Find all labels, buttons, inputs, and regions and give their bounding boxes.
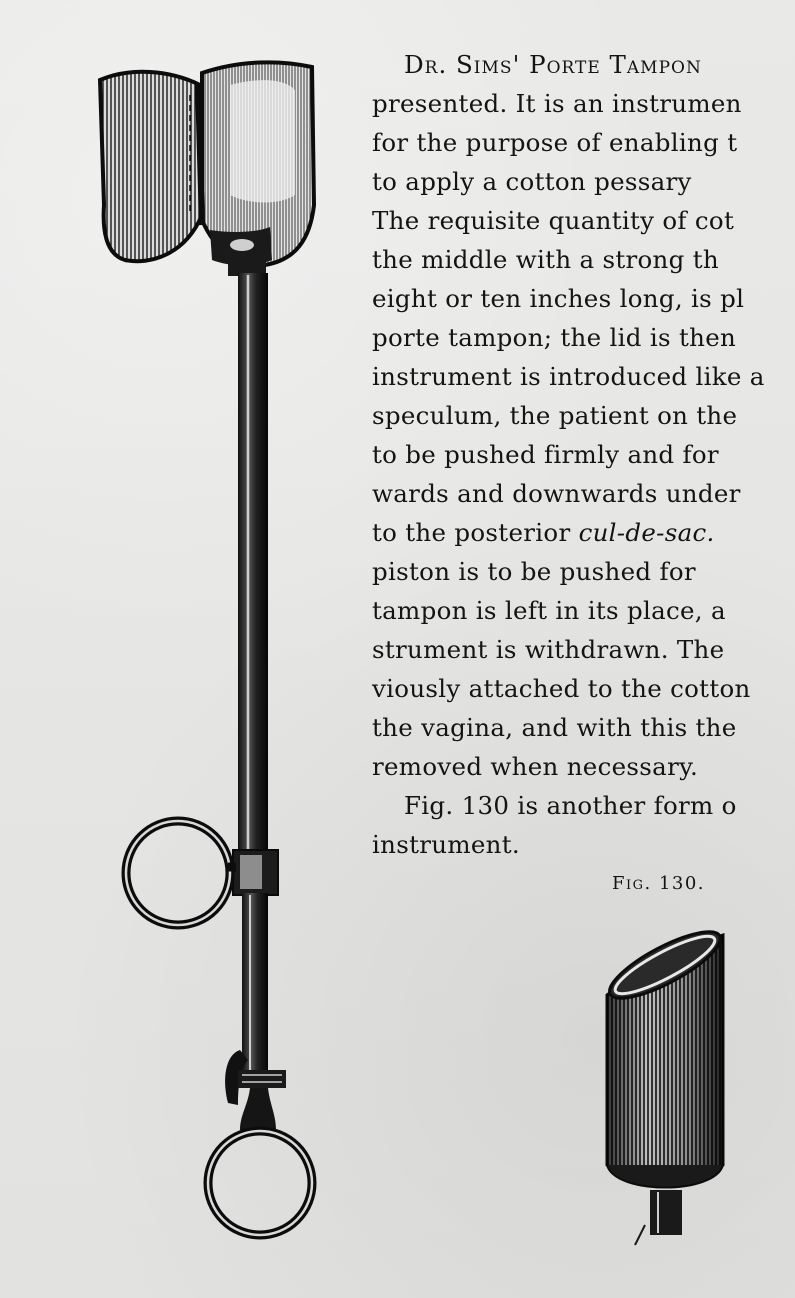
- text-line-13-italic: cul-de-sac.: [578, 518, 715, 547]
- text-line-15: tampon is left in its place, a: [372, 596, 726, 625]
- text-line-13-roman: to the posterior: [372, 518, 571, 547]
- cup-left-lobe: [100, 72, 202, 261]
- text-line-18: the vagina, and with this the: [372, 713, 737, 742]
- text-line-7: eight or ten inches long, is pl: [372, 284, 745, 313]
- cylinder-stem: [650, 1190, 682, 1235]
- fig130-engraving: [595, 920, 735, 1250]
- cup-seam: [198, 85, 202, 225]
- text-line-4: to apply a cotton pessary: [372, 167, 692, 196]
- shaft: [238, 273, 268, 853]
- text-line-3: for the purpose of enabling t: [372, 128, 738, 157]
- text-line-1: Dr. Sims' Porte Tampon: [404, 50, 702, 79]
- text-line-19: removed when necessary.: [372, 752, 699, 781]
- porte-tampon-engraving: [90, 55, 330, 1250]
- text-line-17: viously attached to the cotton: [372, 674, 751, 703]
- text-line-14: piston is to be pushed for: [372, 557, 696, 586]
- text-line-10: speculum, the patient on the: [372, 401, 738, 430]
- text-line-8: porte tampon; the lid is then: [372, 323, 737, 352]
- text-line-2: presented. It is an instrumen: [372, 89, 742, 118]
- text-line-13: [372, 513, 795, 552]
- text-line-12: wards and downwards under: [372, 479, 741, 508]
- text-line-11: to be pushed firmly and for: [372, 440, 719, 469]
- text-line-16: strument is withdrawn. The: [372, 635, 725, 664]
- figure-caption: Fig. 130.: [612, 873, 706, 894]
- text-line-6: the middle with a strong th: [372, 245, 719, 274]
- body-text: [372, 45, 795, 864]
- text-line-20: Fig. 130 is another form o: [404, 791, 737, 820]
- text-line-9: instrument is introduced like a: [372, 362, 765, 391]
- text-line-5: The requisite quantity of cot: [372, 206, 735, 235]
- text-line-21: instrument.: [372, 830, 520, 859]
